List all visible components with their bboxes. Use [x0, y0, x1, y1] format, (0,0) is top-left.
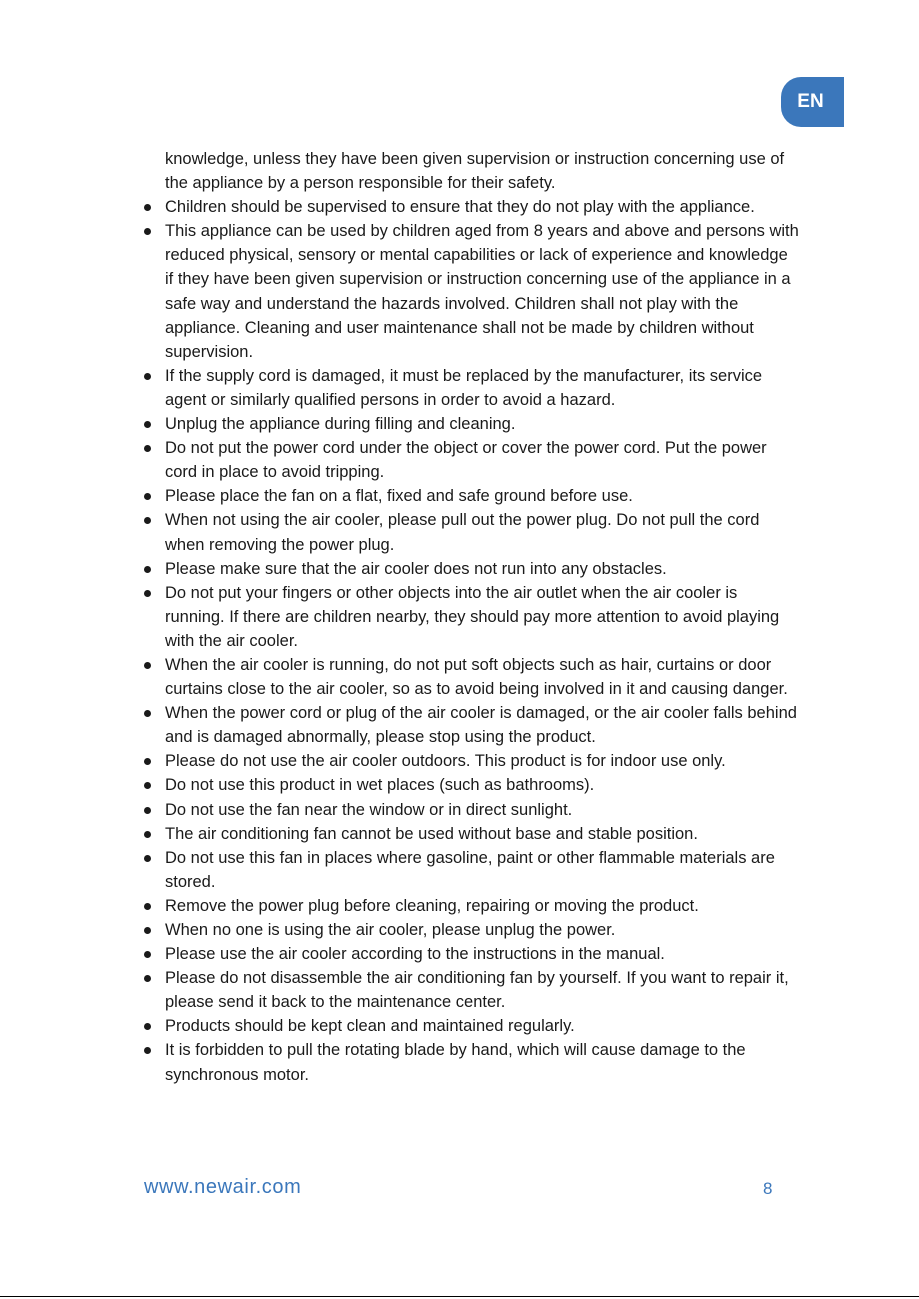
- bullet-item: Do not use this fan in places where gasoline, paint or other flammable materials are stored.: [139, 846, 799, 894]
- bullet-item: Remove the power plug before cleaning, repairing or moving the product.: [139, 894, 799, 918]
- bullet-item: It is forbidden to pull the rotating blade by hand, which will cause damage to the synchronous motor.: [139, 1038, 799, 1086]
- bullet-item: When no one is using the air cooler, please unplug the power.: [139, 918, 799, 942]
- page-number: 8: [763, 1179, 773, 1198]
- bullet-item: Products should be kept clean and maintained regularly.: [139, 1014, 799, 1038]
- bullet-list: [139, 195, 799, 1086]
- language-tab: EN: [781, 77, 844, 127]
- bullet-item: Do not use this product in wet places (such as bathrooms).: [139, 773, 799, 797]
- bullet-item: This appliance can be used by children aged from 8 years and above and persons with reduced physical, sensory or mental capabilities or lack of experience and knowledge if they have been given supervision or instruction concerning use of the appliance in a safe way and understand the hazards involved. Children shall not play with the appliance. Cleaning and user maintenance shall not be made by children without supervision.: [139, 219, 799, 364]
- website-link[interactable]: www.newair.com: [144, 1176, 302, 1198]
- bullet-item: Children should be supervised to ensure that they do not play with the appliance.: [139, 195, 799, 219]
- bullet-item: Do not use the fan near the window or in direct sunlight.: [139, 798, 799, 822]
- bullet-item: If the supply cord is damaged, it must be replaced by the manufacturer, its service agent or similarly qualified persons in order to avoid a hazard.: [139, 364, 799, 412]
- bullet-item: When not using the air cooler, please pull out the power plug. Do not pull the cord when removing the power plug.: [139, 508, 799, 556]
- bullet-item: Do not put your fingers or other objects into the air outlet when the air cooler is running. If there are children nearby, they should pay more attention to avoid playing with the air cooler.: [139, 581, 799, 653]
- bullet-item: Do not put the power cord under the object or cover the power cord. Put the power cord in place to avoid tripping.: [139, 436, 799, 484]
- bullet-item: When the air cooler is running, do not put soft objects such as hair, curtains or door curtains close to the air cooler, so as to avoid being involved in it and causing danger.: [139, 653, 799, 701]
- page-bottom-rule: [0, 1296, 919, 1297]
- bullet-item: Unplug the appliance during filling and cleaning.: [139, 412, 799, 436]
- bullet-item: The air conditioning fan cannot be used without base and stable position.: [139, 822, 799, 846]
- bullet-item: Please make sure that the air cooler does not run into any obstacles.: [139, 557, 799, 581]
- bullet-item: Please do not use the air cooler outdoors. This product is for indoor use only.: [139, 749, 799, 773]
- bullet-item: When the power cord or plug of the air cooler is damaged, or the air cooler falls behind and is damaged abnormally, please stop using the product.: [139, 701, 799, 749]
- bullet-item: Please use the air cooler according to the instructions in the manual.: [139, 942, 799, 966]
- continued-paragraph: knowledge, unless they have been given supervision or instruction concerning use of the appliance by a person responsible for their safety.: [165, 150, 785, 193]
- safety-instructions: [139, 147, 799, 1087]
- bullet-item: Please place the fan on a flat, fixed and safe ground before use.: [139, 484, 799, 508]
- bullet-item: Please do not disassemble the air conditioning fan by yourself. If you want to repair it, please send it back to the maintenance center.: [139, 966, 799, 1014]
